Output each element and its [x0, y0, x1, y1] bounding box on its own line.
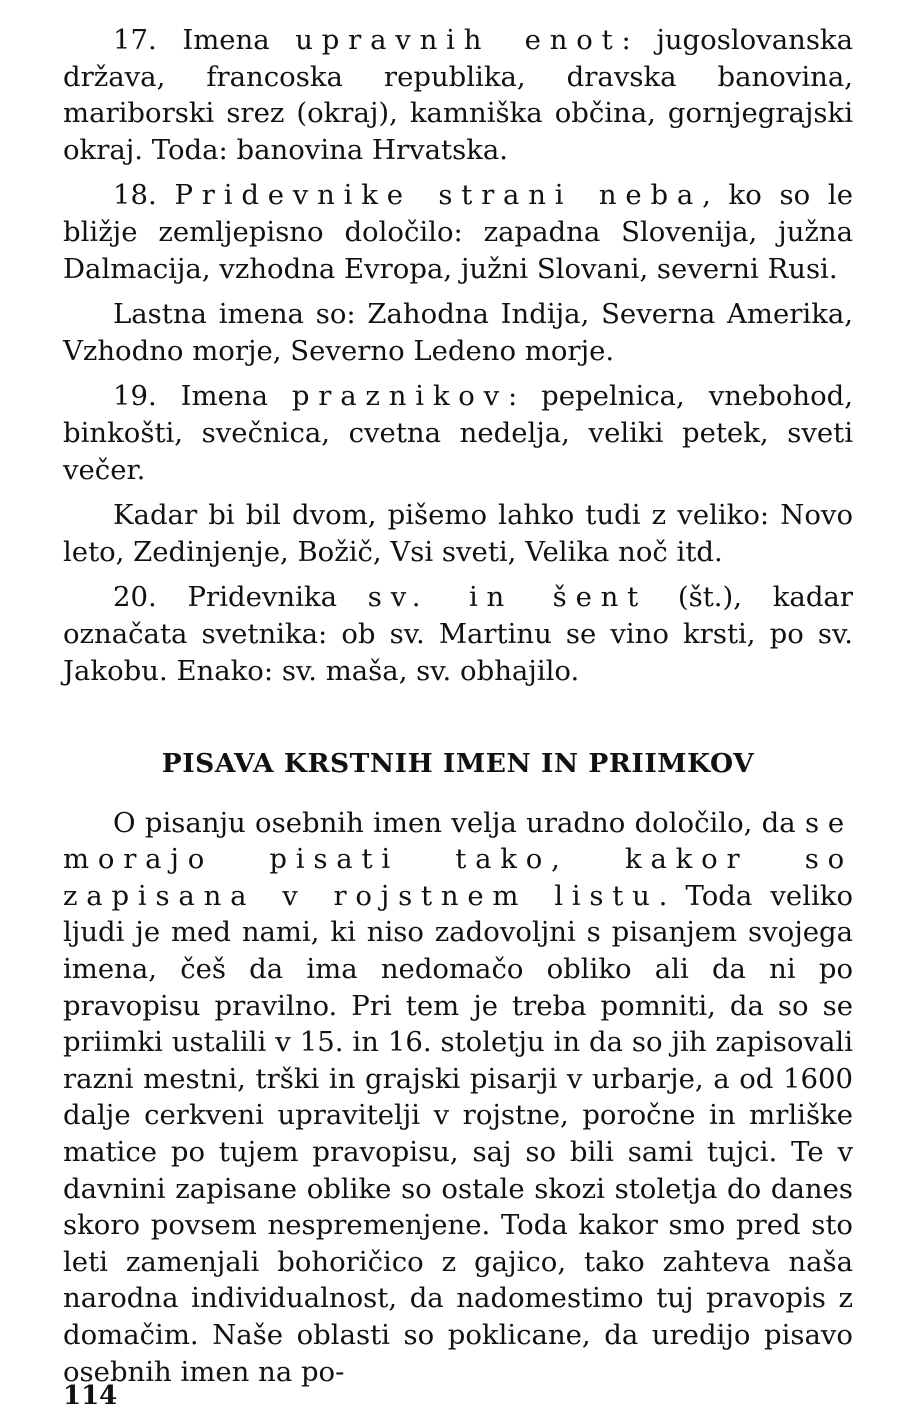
page-number: 114 — [63, 1381, 118, 1411]
paragraph-17: 17. Imena upravnih enot: jugoslovanska država, francoska republika, dravska banovina, mariborski srez (okraj), kamniška občina, gornjegrajski okraj. Toda: banovina Hrvatska. — [63, 24, 853, 166]
spaced-term: sv. — [367, 581, 430, 614]
spaced-term: Pridevnike strani neba — [174, 179, 703, 212]
paragraph-18: 18. Pridevnike strani neba, ko so le bližje zemljepisno določilo: zapadna Slovenija, južna Dalmacija, vzhodna Evropa, južni Slovani, severni Rusi. — [63, 179, 853, 285]
paragraph-18-note: Lastna imena so: Zahodna Indija, Severna Amerika, Vzhodno morje, Severno Ledeno morje. — [63, 298, 853, 367]
paragraph-20: 20. Pridevnika sv. in šent (št.), kadar označata svetnika: ob sv. Martinu se vino krsti, po sv. Jakobu. Enako: sv. maša, sv. obhajilo. — [63, 581, 853, 687]
spaced-term: praznikov — [291, 380, 508, 413]
body-paragraph: O pisanju osebnih imen velja uradno določilo, da se morajo pisati tako, kakor so zapisana v rojstnem listu. Toda veliko ljudi je med nami, ki niso zadovoljni s pisanjem svojega imena, češ da ima nedomačo obliko ali da ni po pravopisu pravilno. Pri tem je treba pomniti, da so se priimki ustalili v 15. in 16. stoletju in da so jih zapisovali razni mestni, trški in grajski pisarji v urbarje, a od 1600 dalje cerkveni upravitelji v rojstne, poročne in mrliške matice po tujem pravopisu, saj so bili sami tujci. Te v davnini zapisane oblike so ostale skozi stoletja do danes skoro povsem nespremenjene. Toda kakor smo pred sto leti zamenjali bohoričico z gajico, tako zahteva naša narodna individualnost, da nadomestimo tuj pravopis z domačim. Naše oblasti so poklicane, da uredijo pisavo osebnih imen na po- — [63, 806, 854, 1388]
spaced-term: upravnih enot — [295, 24, 622, 56]
spaced-term: šent — [552, 581, 648, 614]
section-gap — [63, 698, 853, 746]
page-content — [63, 22, 853, 1399]
paragraph-19: 19. Imena praznikov: pepelnica, vnebohod, binkošti, svečnica, cvetna nedelja, veliki petek, sveti večer. — [63, 380, 853, 486]
paragraph-19-note: Kadar bi bil dvom, pišemo lahko tudi z veliko: Novo leto, Zedinjenje, Božič, Vsi sveti, Velika noč itd. — [63, 499, 853, 568]
spaced-phrase: se morajo pisati tako, kakor so zapisana v rojstnem listu — [63, 806, 853, 912]
section-heading: PISAVA KRSTNIH IMEN IN PRIIMKOV — [161, 748, 755, 780]
